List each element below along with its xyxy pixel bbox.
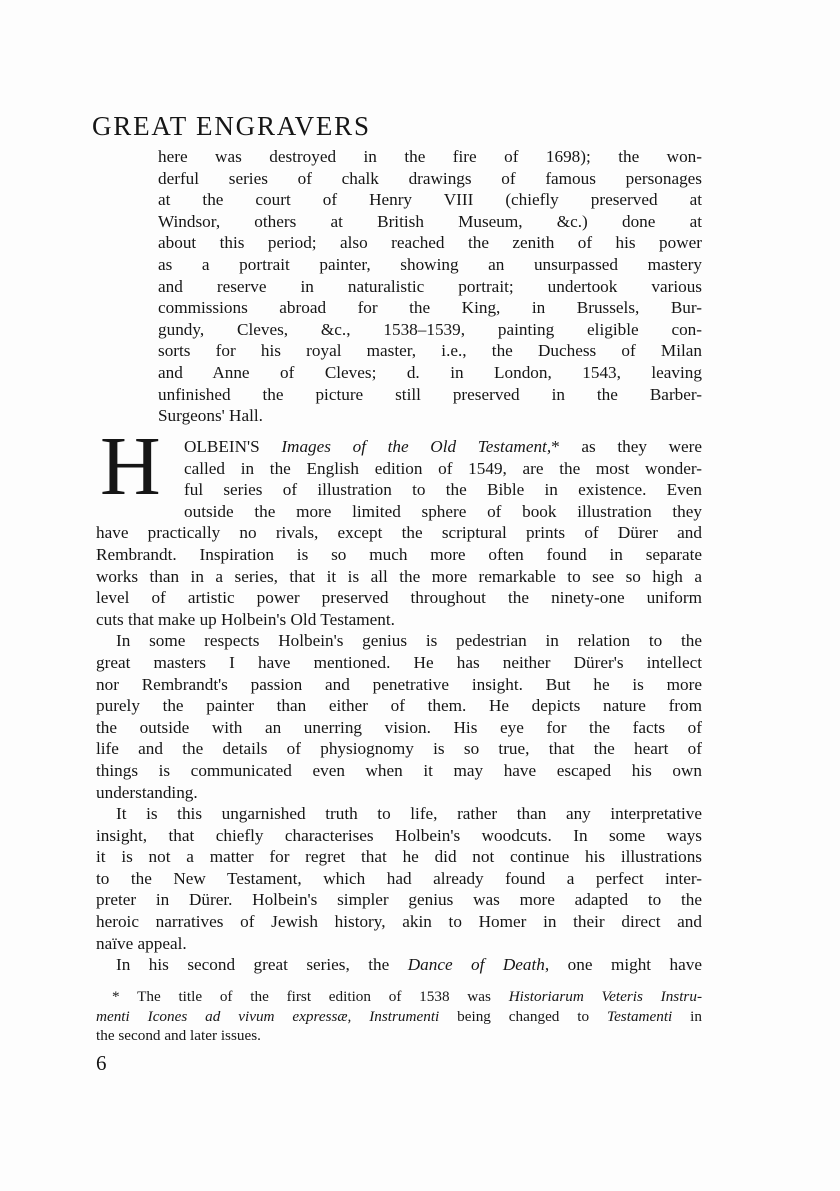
footnote bbox=[96, 987, 702, 1046]
text-line: and Anne of Cleves; d. in London, 1543, leaving bbox=[158, 362, 702, 382]
text-run: being changed to bbox=[439, 1007, 608, 1025]
text-line: about this period; also reached the zenith of his power bbox=[158, 233, 702, 253]
paragraph-holbein-images bbox=[96, 420, 702, 630]
page-number: 6 bbox=[96, 1051, 107, 1075]
text-line: as a portrait painter, showing an unsurpassed mastery bbox=[158, 254, 702, 274]
paragraph-ungarnished-truth bbox=[96, 803, 702, 954]
latin-title: Historiarum Veteris Instru- bbox=[508, 988, 702, 1005]
text-run: * as they were bbox=[551, 437, 702, 456]
drop-cap: H bbox=[100, 420, 161, 513]
text-line: cuts that make up Holbein's Old Testament. bbox=[96, 609, 395, 629]
text-line: Windsor, others at British Museum, &c.) done at bbox=[158, 211, 702, 231]
main-text bbox=[96, 420, 702, 976]
text-line: derful series of chalk drawings of famous personages bbox=[158, 168, 702, 188]
text-line: Surgeons' Hall. bbox=[158, 406, 263, 426]
text-line: In some respects Holbein's genius is pedestrian in relation to the bbox=[116, 631, 702, 651]
book-title: Dance of Death bbox=[407, 955, 545, 975]
text-line: understanding. bbox=[96, 782, 198, 802]
text-run: OLBEIN'S bbox=[184, 437, 282, 456]
book-title: Images of the Old Testament, bbox=[281, 437, 552, 456]
text-line: called in the English edition of 1549, are the most wonder- bbox=[184, 458, 702, 478]
text-line: great masters I have mentioned. He has neither Dürer's intellect bbox=[96, 652, 702, 672]
footnote-line: the second and later issues. bbox=[96, 1027, 261, 1044]
text-run bbox=[351, 1008, 369, 1025]
text-line: outside the more limited sphere of book illustration they bbox=[184, 501, 702, 521]
text-line: preter in Dürer. Holbein's simpler genius was more adapted to the bbox=[96, 890, 702, 910]
paragraph-pedestrian-genius bbox=[96, 630, 702, 803]
running-head: GREAT ENGRAVERS bbox=[92, 111, 371, 141]
text-line: and reserve in naturalistic portrait; undertook various bbox=[158, 276, 702, 296]
text-line: purely the painter than either of them. He depicts nature from bbox=[96, 696, 702, 716]
text-line: works than in a series, that it is all the more remarkable to see so high a bbox=[96, 566, 702, 586]
text-line: commissions abroad for the King, in Brussels, Bur- bbox=[158, 298, 702, 318]
text-run: In his second great series, the bbox=[116, 955, 408, 975]
text-line: life and the details of physiognomy is so true, that the heart of bbox=[96, 739, 702, 759]
text-run: in bbox=[672, 1007, 702, 1025]
paragraph-dance-of-death bbox=[96, 954, 702, 976]
text-line: gundy, Cleves, &c., 1538–1539, painting eligible con- bbox=[158, 319, 702, 339]
text-line: Rembrandt. Inspiration is so much more often found in separate bbox=[96, 544, 702, 564]
text-line: the outside with an unerring vision. His eye for the facts of bbox=[96, 717, 702, 737]
text-line: insight, that chiefly characterises Holbein's woodcuts. In some ways bbox=[96, 825, 702, 845]
text-line: it is not a matter for regret that he did not continue his illustrations bbox=[96, 847, 702, 867]
text-line: things is communicated even when it may have escaped his own bbox=[96, 760, 702, 780]
text-line: ful series of illustration to the Bible in existence. Even bbox=[184, 480, 702, 500]
text-line: here was destroyed in the fire of 1698); the won- bbox=[158, 147, 702, 166]
text-run: , one might have bbox=[544, 955, 702, 975]
footnote-line bbox=[96, 987, 702, 1007]
footnote-line bbox=[96, 1007, 702, 1027]
latin-title: Instrumenti bbox=[369, 1007, 440, 1025]
text-line: nor Rembrandt's passion and penetrative insight. But he is more bbox=[96, 674, 702, 694]
text-line bbox=[96, 436, 702, 458]
text-line: It is this ungarnished truth to life, rather than any interpretative bbox=[116, 804, 702, 824]
text-line: at the court of Henry VIII (chiefly preserved at bbox=[158, 190, 702, 210]
text-line: have practically no rivals, except the scriptural prints of Dürer and bbox=[96, 523, 702, 543]
text-run: * The title of the first edition of 1538 was bbox=[112, 988, 509, 1005]
text-line: to the New Testament, which had already found a perfect inter- bbox=[96, 868, 702, 888]
text-line: unfinished the picture still preserved in the Barber- bbox=[158, 384, 702, 404]
text-line: level of artistic power preserved throughout the ninety-one uniform bbox=[96, 588, 702, 608]
text-line bbox=[96, 954, 702, 976]
text-line: sorts for his royal master, i.e., the Duchess of Milan bbox=[158, 341, 702, 361]
text-line: naïve appeal. bbox=[96, 933, 187, 953]
latin-title: Testamenti bbox=[607, 1007, 673, 1025]
text-line: heroic narratives of Jewish history, akin to Homer in their direct and bbox=[96, 912, 702, 932]
indented-biography-paragraph bbox=[158, 146, 702, 427]
latin-title: menti Icones ad vivum expressæ, bbox=[96, 1007, 352, 1025]
